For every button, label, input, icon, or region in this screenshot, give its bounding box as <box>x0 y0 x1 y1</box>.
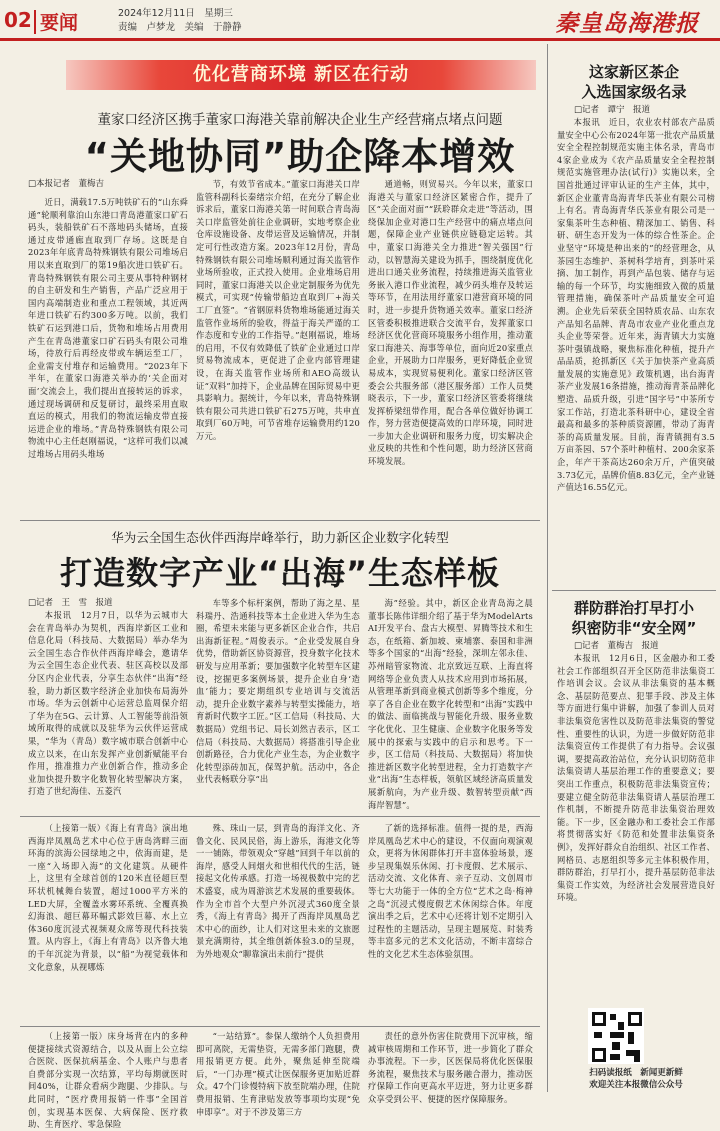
article2-byline: □记者 王 雪 报道 <box>28 598 113 608</box>
article3-column-1: （上接第一版）《海上有青岛》演出地西海岸凤凰岛艺术中心位于唐岛湾畔三面环海的滨海公园绿地之中，依海而建，是一座“入场即入海”的文化建筑。从硬件上，这里有全球首创的120米直径超巨型环状机械舞台装置，超过1000平方米的LED大屏，全覆盖水雾环系统、全覆真换幻海浪、超巨幕环幅式影效巨幕、水上立体360度沉浸式视频观众席等现代科技装置。从内容上，《海上有青岛》以齐鲁大地的千年沉淀为背景，以“船”为视觉载体和文化意象，从视哪炼 <box>28 823 188 972</box>
qr-module <box>628 1032 634 1044</box>
topic-banner-text: 优化营商环境 新区在行动 <box>192 64 410 85</box>
sidebar-divider <box>547 44 548 1092</box>
article-divider <box>20 520 540 521</box>
qr-finder-bl <box>592 1048 606 1062</box>
article3-column-3: 了新的选择标准。值得一提的是，西海岸凤凰岛艺术中心的建设，不仅面向观演观众，更将为休闲群体打开丰富体验场景，逐步呈现集娱乐休闲、打卡度假、艺术展示、活动交流、文化体育、亲子互动、文创周市等七大功能于一体的全方位“艺术之岛·梅神之岛”沉浸式慢度假艺术休闲综合体。年度演出季之后，艺术中心还将计划不定期引入过程性的主题活动，呈现主题展览、时装秀等丰富多元的艺术文化活动，不断丰富综合性的文化艺术生态体验氛围。 <box>368 823 533 959</box>
qr-module <box>618 1022 624 1030</box>
side1-title-line2: 入选国家级名录 <box>581 83 687 101</box>
header-rule <box>0 38 720 41</box>
qr-finder-tl <box>592 1012 606 1026</box>
qr-module <box>594 1032 602 1038</box>
section-name: 要闻 <box>40 12 79 34</box>
qr-caption-line1: 扫码读报纸 新闻更新鲜 <box>589 1068 683 1078</box>
side-divider <box>552 590 716 591</box>
article-divider-3 <box>20 1026 540 1027</box>
article-divider-2 <box>20 816 540 817</box>
side2-byline: □记者 董梅吉 报道 <box>574 641 659 651</box>
topic-banner <box>66 60 536 90</box>
article1-subtitle: 董家口经济区携手董家口海港关靠前解决企业生产经营痛点堵点问题 <box>97 112 503 128</box>
article1-headline: “关地协同”助企降本增效 <box>84 135 516 178</box>
article3-column-2: 殊、珠山一层，到青岛的海洋文化、齐鲁文化、民风民俗，海上游乐，海港文化等一一铺陈，带领观众“穿越”回到千年以前的海岸，感受人间烟火和世相代代的生活，链接起文化传承感。打造一场视极数中完的艺术盛宴，成为周游滨艺术发展的重要载体。作为全市首个大型户外沉浸式360度全景秀，《海上有青岛》揭开了西海岸凤凰岛艺术中心的面纱，让人们对这里未来的文旅愿景充满期待，其全维创新体验3.0的呈现，为外地观众“聊靠演出未前行”提供 <box>196 823 360 959</box>
side2-title-line1: 群防群治打早打小 <box>573 599 694 617</box>
article1-column-3: 通道畅，则贸易兴。今年以来，董家口海港关与董家口经济区紧密合作，提升了区“关企面对面”“跃聆群众走进”等活动，围绕保加企业对港口生产经营中的痛点堵点问题，保障企业产业链供应链稳定运转。其中，董家口海港关全力推进“智关强国”行动，以智慧海关建设为抓手，围绕制度优化进出口通关业务流程，持续推进海关监管业务嵌入港口作业流程，减少码头堆存及转运等环节，在用法用纾董家口港营商环境的同时，进一步提升货物通关效率。董家口经济区管委积极推进联合交流平台，发挥董家口经济区优化营商环境服务小组作用，推动董家口海港关、海事等单位，面向近20家重点企业，开展助力口岸服务，更好降低企业贸易成本，实现贸易便利化。董家口经济区管委会公共服务部（港区服务部）工作人员樊晓表示，下一步，董家口经济区管委将继续发挥桥梁纽带作用，配合各单位做好协调工作，努力营造便捷高效的口岸环境，同时进一步加大企业调研和服务力度，切实解决企业反映的共性和个性问题，助力经济区营商环境发展。 <box>368 179 533 467</box>
article2-column-1: 本报讯 12月7日，以华为云城市大会在青岛举办为契机，西海岸新区工业和信息化局（科技局、大数据局）举办华为云全国生态合作伙伴西海岸峰会，邀请华为云全国生态企业代表、驻区高校以及部分区内企业代表，分享生态伙伴“出海”经验，助力新区数字经济企业加快布局海外市场。华为云创新中心运营总监周保介绍了华为在5G、云计算、人工智能等前沿领域所取得的成就以及驻华为云伙伴运营成果，“华为（青岛）数字城市联合创新中心成立以来，在山东发挥产业创新赋能平台作用，推准推力产业创新合作，推动多企业加快提升数字化数智化转型解决方案，打造了世纪海佳、五菱汽 <box>28 610 188 797</box>
staff-line: 责编 卢梦龙 美编 于静静 <box>118 22 242 33</box>
page-number: 02 <box>4 8 32 32</box>
article1-column-1: 近日，满载17.5万吨铁矿石的“山东舜通”轮顺利靠泊山东港口青岛港董家口矿石码头，装船铁矿石不落地码头储场，直接通过皮带通廊直取到厂存场。这既是自2023年年底青岛特殊钢铁有限公司堆场启用以来直取到厂的第19船次进口铁矿石。青岛特殊钢铁有限公司主要从事特种钢材的自主研发和生产销售，产品广泛应用于国内高端制造业和重点工程领域，其近两年进口铁矿石约300多万吨。以前，我们铁矿石运到港口后，货物和堆场占用费用产生在青岛港董家口矿石码头有限公司堆场，待放行后再经皮带或车辆运至工厂，企业需支付堆存和运输费用。“2023年下半年，在董家口海港关举办的‘关企面对面’交流会上，我们提出直接转运的诉求，通过现场调研和反复研讨，最终采用直取直运的模式，用我们的物流运输皮带直接运进企业的堆场。”青岛特殊钢铁有限公司物流中心主任赵刚福说，“这样可我们以减过堆场占用码头堆场 <box>28 197 188 459</box>
qr-caption-line2: 欢迎关注本报微信公众号 <box>589 1080 683 1090</box>
side2-title-line2: 织密防非“安全网” <box>571 619 697 637</box>
article1-byline: □本报记者 董梅吉 <box>28 179 105 189</box>
newspaper-logo: 秦皇岛海港报 <box>555 10 699 37</box>
article1-column-2: 节，有效节省成本。”董家口海港关口岸监管科副科长秦绪宗介绍，在充分了解企业诉求后，董家口海港关第一时间联合青岛海关口岸监管处前往企业调研，实地考察企业仓库设施设备、皮带运营及运输情况，并制定可行性改造方案。2023年12月份，青岛特殊钢铁有限公司堆场顺利通过海关监管作业场所验收，正式投入使用。企业堆场启用同时，董家口海港关以企业定制服务为优先模式，可实现“传输带船边直取到厂+海关工厂直签”。“省钢原料货物堆场能通过海关监管作业场所的验收，得益于海关严谨的工作态度和专业的工作指导。”赵刚福说，堆场的启用，不仅有效降低了铁矿企业通过口岸贸易物流成本，更促进了企业内部管理建设，在海关监管作业场所和AEO高级认证“双料”加持下，企业品牌在国际贸易中更具影响力。据统计，今年以来，青岛特殊钢铁有限公司共进口铁矿石275万吨，共申直取到厂60万吨，可节省堆存运输费用约120万元。 <box>196 179 360 441</box>
side2-body: 本报讯 12月6日，区金融办和工委社会工作部组织召开全区防范非法集资工作培训会议。会议从非法集资的基本概念、基层防范要点、犯罪手段、涉及主体等方面进行集中讲解，加强了参训人员对非法集资危害性以及防范非法集资的警觉性、重要性的认识，为进一步做好防范非法集资宣传工作提供了有力指导。会议强调，要提高政治站位，充分认识切防范非法集资请人基层治理工作的重要意义；要突出工作重点，积极防范非法集资宣传；要建立健全防范非法集资请人基层治理工作机制，不断提升防范非法集资治理效能。下一步，区金融办和工委社会工作部将贯彻落实好《防范和处置非法集资条例》，发挥好群众自治组织、社区工作者、网格员、志愿组织等多元主体积极作用，群防群治，打早打小，提升基层防范非法集资工作实效，为经济社会发展营造良好环境。 <box>557 653 715 903</box>
side1-title-line1: 这家新区茶企 <box>588 63 679 81</box>
qr-finder-tr <box>628 1012 642 1026</box>
qr-module <box>634 1056 640 1062</box>
side2-title <box>552 598 716 638</box>
article4-column-3: 责任的意外伤害住院费用下沉审核，缩减审核周期和工作环节，进一步简化了群众办事流程。下一步，区医保局将优化医保服务流程，聚焦技术与服务融合潜力，推动医疗保障工作向更高水平迈进，努力让更多群众享受到公平、便捷的医疗保障服务。 <box>368 1031 533 1104</box>
date-line: 2024年12月11日 星期三 <box>118 8 233 19</box>
article2-headline: 打造数字产业“出海”生态样板 <box>59 554 501 592</box>
article4-column-1: （上接第一版）床身场背在内的多种便捷接续式资源结合，以及从面上公立综合医院、医保抗病基金、个人账户与患者自费部分实现一次结算，平均每期就医时间40%，让群众看病少跑腿、少排队。与此同时，“医疗费用报销一件事”全国首创，实现基本医保、大病保险、医疗救助、生育医疗、零急保险 <box>28 1031 188 1130</box>
qr-module <box>610 1054 620 1060</box>
header-divider-vertical <box>34 10 36 34</box>
article2-column-3: 海”经验。其中，新区企业青岛海之晨董事长陈伟详细介绍了基于华为ModelArts AI开发平台、盘古大模型、昇腾等技术和生态，在纸箱、新加坡、柬埔寨、泰国和非洲等多个国家的“出海”经验，深圳左邻永佳、苏州暗管家物流、北京致远互联、上海直将网络等企业负责人从技术应用到市场拓展，从管理革新到商业模式创新等多个维度，分享了各自企业在数字化转型和“出海”实践中的做法、面临挑战与智能化升级、服务业数字化优化、卫生健康、企业数字化服务等发展中的探索与实践中的启示和思考。下一步，区工信局（科技局、大数据局）将加快推进新区数字化转型进程，全力打造数字产业“出海”生态样板，领航区域经济高质量发展新航向，为产业升级、数智转型贡献“西海岸智慧”。 <box>368 598 533 810</box>
article2-kicker: 华为云全国生态伙伴西海岸峰举行，助力新区企业数字化转型 <box>111 530 449 545</box>
qr-code[interactable] <box>588 1008 644 1064</box>
side1-body: 本报讯 近日，农业农村部农产品质量安全中心公布2024年第一批农产品质量安全全程控制规范实施主体名录，青岛市4家企业成为《农产品质量安全全程控制规范实施管理办法(试行)》实施以来，全国首批通过评审认证的生产主体，其中，新区企业董青岛海青华氏茶业有限公司榜上有名。青岛海青华氏茶业有限公司是一家集茶叶生态种植、精深加工、销售、科研、研生态开发为一体的综合性茶企。企业坚守“环境是种出来的”的经营理念，从茶园生态维护、茶树科学培育，到茶叶采摘、加工制作，再到产品包装、储存与运输的每一个环节，均实施细致入微的质量管理措施，确保茶叶产品质量安全可追溯。企业先后荣获全国特质农品、山东农产品知名品牌、青岛市农业产业化重点龙头企业等荣誉。近年来，海青镇大力实施茶叶强镇战略，聚焦标准化种植，提升产品品质，抢抓新区《关于加快茶产业高质量发展的实施意见》政策机遇，出台海青茶产业发展16条措施，推动海青茶品牌化塑造、品质升级，引进“国字号”中茶所专家工作站，打造北茶科研中心，建设全省最高和最多的茶种质资源圃，带动了海青茶的高质量发展。目前，海青镇拥有3.5万亩茶园、57个茶叶种植村、200余家茶企，年产干茶高达260余万斤，产值突破3.73亿元，品牌价值8.83亿元，全产业链产值达16.55亿元。 <box>557 117 715 493</box>
article2-column-2: 车等多个标杆案例，帮助了海之星、星科瑞丹、浩通科技等本土企业进入华为生态圈，希望未来能与更多新区企业合作，共启出海新征程。”周俊表示。“企业受发展自身优势，借助新区协资源营，投身数字化技术研发与应用革新；要加强数字化转型车区建设，挖掘更多案例场景，提升企业自身‘造血’能力；要定期组织专业培训与交流活动，提升企业数字素养与转型实操能力，培育新时代数字工匠。”区工信局（科技局、大数据局）党组书记、局长刘然吉表示，区工信局（科技局、大数据局）将搭准引导企业创新路径，合力优化产业生态，为企业数字化转型添砖加瓦，保驾护航。活动中，各企业代表畅联分享“出 <box>196 598 360 785</box>
side1-byline: □记者 谭宁 报道 <box>574 105 651 115</box>
qr-module <box>610 1032 624 1038</box>
side1-title <box>552 62 716 102</box>
qr-module <box>610 1014 616 1020</box>
qr-module <box>612 1042 620 1050</box>
article4-column-2: “一站结算”。参保人缴纳个人负担费用即可离院，无需垫资，无需多部门跑腿，费用报销更方便。此外，聚焦延伸至院端后，“一门办理”模式让医保服务更加贴近群众。47个门诊慢特病下放至院端办理，住院费用报销、生育津贴发放等事项均实现“免申即享”。对于不涉及第三方 <box>196 1031 360 1117</box>
